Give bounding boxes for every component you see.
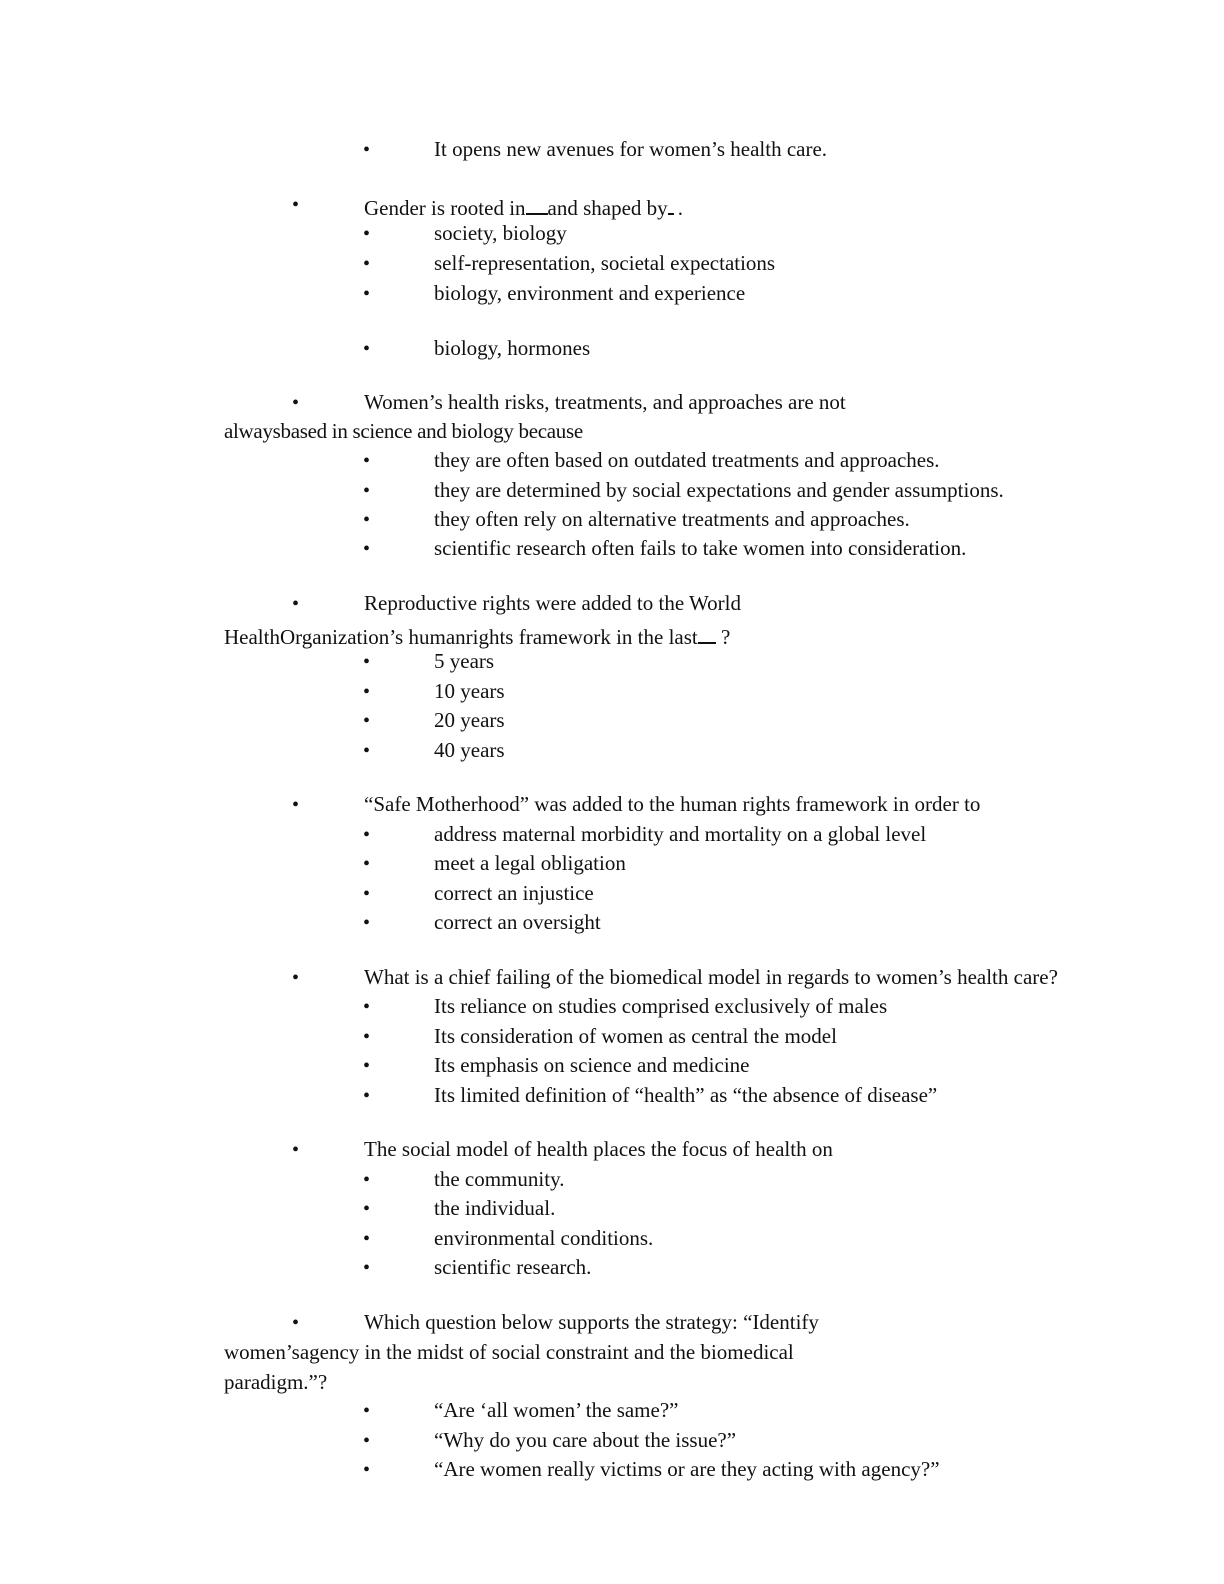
option-text: they often rely on alternative treatments and approaches. — [434, 507, 910, 531]
option-bullet: • — [363, 681, 371, 703]
question-bullet: • — [292, 593, 300, 615]
option-bullet: • — [363, 853, 371, 875]
question-stem: “Safe Motherhood” was added to the human rights framework in order to — [364, 792, 981, 816]
question-stem: women’sagency in the midst of social constraint and the biomedical — [224, 1340, 794, 1364]
option-text: “Are ‘all women’ the same?” — [434, 1398, 679, 1422]
question-bullet: • — [292, 967, 300, 989]
option-bullet: • — [363, 139, 371, 161]
question-bullet: • — [292, 194, 300, 216]
option-text: they are determined by social expectations and gender assumptions. — [434, 478, 1004, 502]
option-bullet: • — [363, 1169, 371, 1191]
option-text: “Are women really victims or are they acting with agency?” — [434, 1457, 940, 1481]
option-text: the individual. — [434, 1196, 556, 1220]
option-text: 20 years — [434, 708, 505, 732]
option-bullet: • — [363, 651, 371, 673]
option-text: Its reliance on studies comprised exclusively of males — [434, 994, 888, 1018]
option-bullet: • — [363, 740, 371, 762]
option-text: 40 years — [434, 738, 505, 762]
question-stem: The social model of health places the focus of health on — [364, 1137, 833, 1161]
option-text: “Why do you care about the issue?” — [434, 1428, 737, 1452]
question-stem: Reproductive rights were added to the World — [364, 591, 741, 615]
option-text: Its emphasis on science and medicine — [434, 1053, 750, 1077]
option-text: Its limited definition of “health” as “the absence of disease” — [434, 1083, 938, 1107]
option-text: address maternal morbidity and mortality on a global level — [434, 822, 927, 846]
option-text: scientific research often fails to take women into consideration. — [434, 536, 967, 560]
stem-part: . — [677, 195, 683, 220]
question-stem: What is a chief failing of the biomedical model in regards to women’s health care? — [364, 965, 1058, 989]
question-bullet: • — [292, 392, 300, 414]
option-text: Its consideration of women as central the model — [434, 1024, 837, 1048]
option-text: 5 years — [434, 649, 495, 673]
option-bullet: • — [363, 509, 371, 531]
option-bullet: • — [363, 1055, 371, 1077]
stem-part: HealthOrganization’s humanrights framework in the last — [224, 624, 698, 649]
stem-part: Gender is rooted in — [364, 195, 526, 220]
option-text: biology, hormones — [434, 336, 591, 360]
option-bullet: • — [363, 996, 371, 1018]
option-text: the community. — [434, 1167, 565, 1191]
stem-part: ? — [715, 624, 731, 649]
question-stem — [224, 623, 730, 648]
option-bullet: • — [363, 710, 371, 732]
option-bullet: • — [363, 1257, 371, 1279]
question-bullet: • — [292, 1312, 300, 1334]
answer-blank — [668, 194, 674, 215]
question-stem: Women’s health risks, treatments, and approaches are not — [364, 390, 846, 414]
option-bullet: • — [363, 480, 371, 502]
option-bullet: • — [363, 824, 371, 846]
option-bullet: • — [363, 1198, 371, 1220]
option-text: correct an injustice — [434, 881, 594, 905]
option-bullet: • — [363, 1430, 371, 1452]
option-text: correct an oversight — [434, 910, 601, 934]
option-bullet: • — [363, 1026, 371, 1048]
option-bullet: • — [363, 538, 371, 560]
option-bullet: • — [363, 1459, 371, 1481]
option-bullet: • — [363, 253, 371, 275]
option-text: environmental conditions. — [434, 1226, 654, 1250]
stem-part: and shaped by — [547, 195, 668, 220]
answer-blank — [526, 194, 548, 215]
option-bullet: • — [363, 450, 371, 472]
option-bullet: • — [363, 223, 371, 245]
option-bullet: • — [363, 883, 371, 905]
option-text: meet a legal obligation — [434, 851, 626, 875]
question-bullet: • — [292, 1139, 300, 1161]
option-bullet: • — [363, 1085, 371, 1107]
question-stem: alwaysbased in science and biology because — [224, 419, 583, 443]
option-bullet: • — [363, 1400, 371, 1422]
option-bullet: • — [363, 1228, 371, 1250]
option-text: It opens new avenues for women’s health care. — [434, 137, 828, 161]
option-text: self-representation, societal expectations — [434, 251, 776, 275]
question-bullet: • — [292, 794, 300, 816]
option-text: society, biology — [434, 221, 567, 245]
option-text: biology, environment and experience — [434, 281, 746, 305]
question-stem: Which question below supports the strategy: “Identify — [364, 1310, 819, 1334]
question-stem — [364, 194, 683, 219]
option-bullet: • — [363, 912, 371, 934]
option-bullet: • — [363, 283, 371, 305]
option-text: scientific research. — [434, 1255, 592, 1279]
option-text: they are often based on outdated treatments and approaches. — [434, 448, 940, 472]
option-text: 10 years — [434, 679, 505, 703]
option-bullet: • — [363, 338, 371, 360]
question-stem: paradigm.”? — [224, 1370, 328, 1394]
answer-blank — [698, 623, 716, 644]
